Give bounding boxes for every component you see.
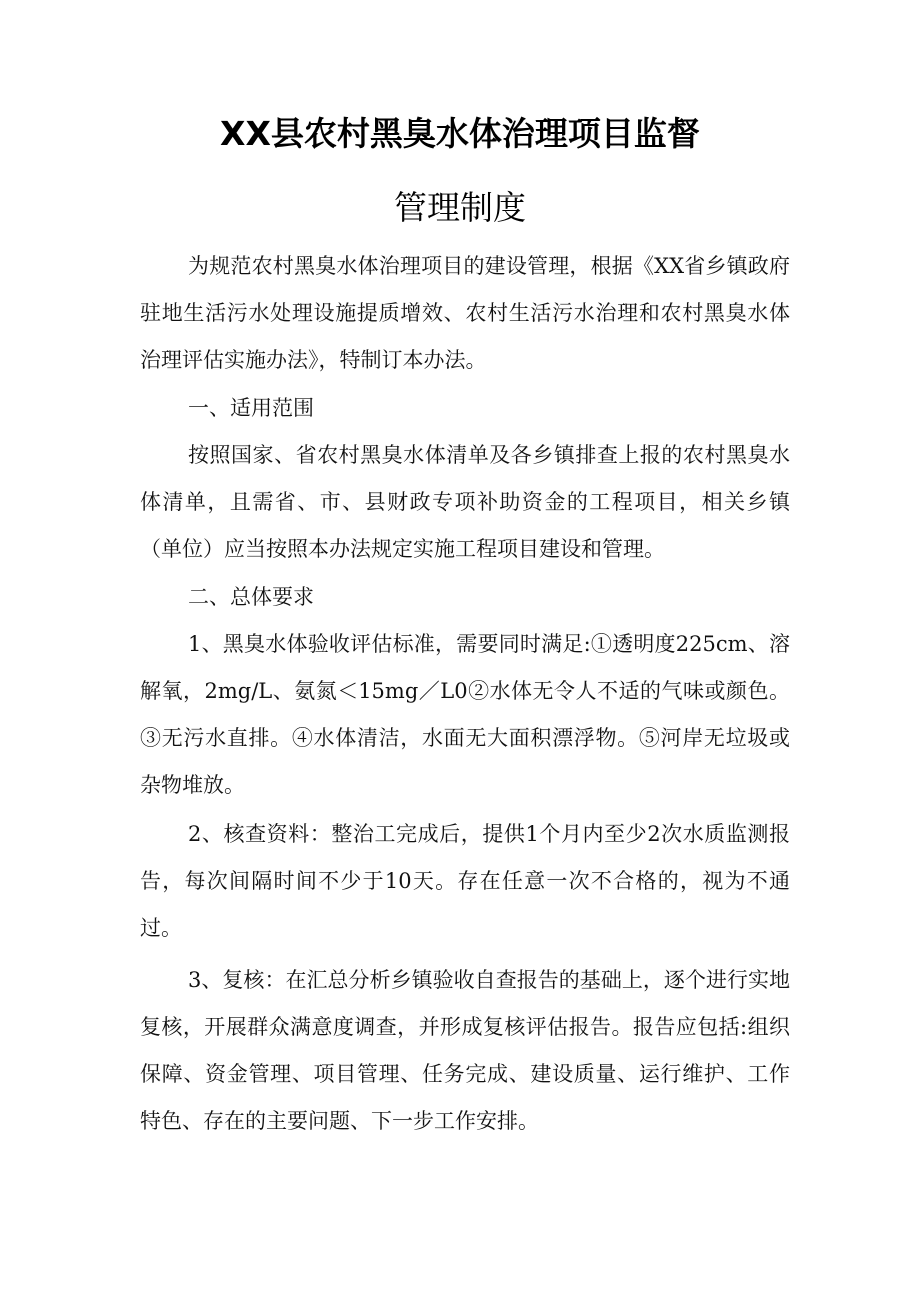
scope-paragraph: 按照国家、省农村黑臭水体清单及各乡镇排查上报的农村黑臭水体清单，且需省、市、县财政专项补助资金的工程项目，相关乡镇（单位）应当按照本办法规定实施工程项目建设和管理。 [140,443,790,561]
requirement-item-2: 2、核查资料：整治工完成后，提供1个月内至少2次水质监测报告，每次间隔时间不少于10天。存在任意一次不合格的，视为不通过。 [140,822,790,940]
section-heading-scope: 一、适用范围 [188,396,314,420]
document-title-line-1: XX县农村黑臭水体治理项目监督 [220,114,700,153]
requirement-item-1: 1、黑臭水体验收评估标准，需要同时满足:①透明度225cm、溶解氧，2mg/L、氨氮＜15mg／L0②水体无令人不适的气味或颜色。③无污水直排。④水体清洁，水面无大面积漂浮物。⑤河岸无垃圾或杂物堆放。 [140,632,790,797]
intro-paragraph: 为规范农村黑臭水体治理项目的建设管理，根据《XX省乡镇政府驻地生活污水处理设施提质增效、农村生活污水治理和农村黑臭水体治理评估实施办法》，特制订本办法。 [140,254,790,372]
section-heading-requirements: 二、总体要求 [188,585,314,609]
requirement-item-3: 3、复核：在汇总分析乡镇验收自查报告的基础上，逐个进行实地复核，开展群众满意度调查，并形成复核评估报告。报告应包括:组织保障、资金管理、项目管理、任务完成、建设质量、运行维护、工作特色、存在的主要问题、下一步工作安排。 [140,968,790,1133]
document-title-line-2: 管理制度 [394,188,526,227]
